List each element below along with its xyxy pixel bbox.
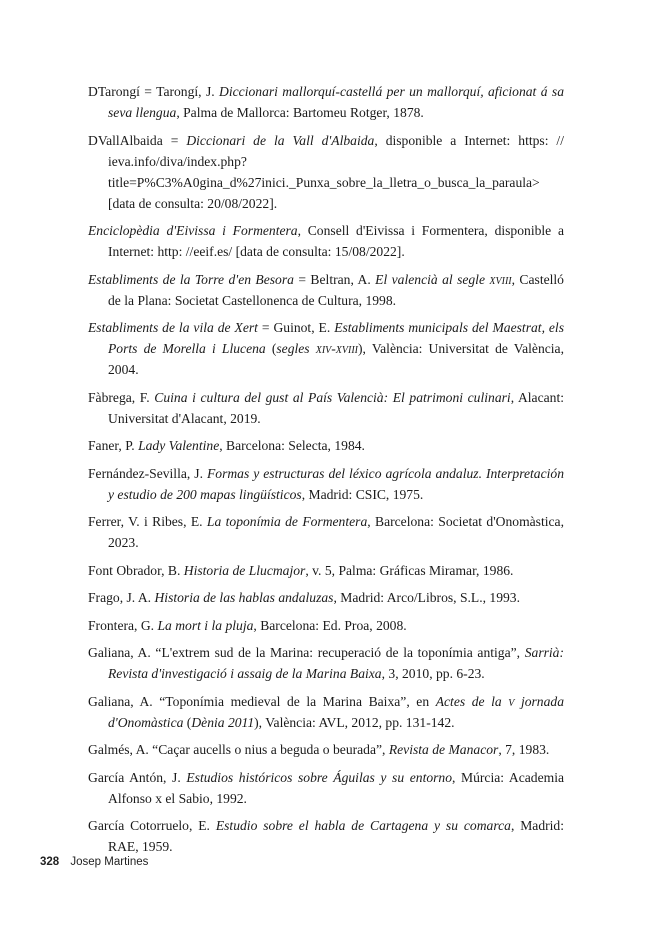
entry-text: , disponible a Internet: https: // ieva.info/diva/index.php?title=P%C3%A0gina_d%27inici._Punxa_sobre_la_lletra_o_busca_la_paraula> [data de consulta: 20/08/2022]. <box>108 132 564 211</box>
entry-text: = Guinot, E. <box>257 320 335 335</box>
entry-text: , Barcelona: Ed. Proa, 2008. <box>253 617 407 633</box>
page-footer <box>40 856 148 868</box>
bibliography-entry <box>88 463 564 505</box>
entry-italic-text: Sarrià: Revista d'investigació i assaig de la Marina Baixa <box>108 645 564 681</box>
entry-italic-text: Revista de Manacor <box>388 742 499 757</box>
entry-text: ( <box>265 341 277 356</box>
entry-italic-text: Historia de Llucmajor <box>183 562 306 578</box>
entry-text: , Madrid: Arco/Libros, S.L., 1993. <box>333 590 521 605</box>
bibliography-entry <box>88 767 564 809</box>
entry-italic-text: El valencià al segle <box>375 271 490 287</box>
entry-text: DTarongí = Tarongí, J. <box>88 84 220 99</box>
entry-italic-text: Estudio sobre el habla de Cartagena y su comarca <box>215 818 511 833</box>
entry-text: , Consell d'Eivissa i Formentera, disponible a Internet: http: //eeif.es/ [data de consulta: 15/08/2022]. <box>108 223 564 259</box>
entry-text: , v. 5, Palma: Gráficas Miramar, 1986. <box>305 562 514 578</box>
entry-italic-text: Formas y estructuras del léxico agrícola andaluz. Interpretación y estudio de 200 mapas lingüísticos <box>108 465 564 502</box>
entry-italic-text: Actes de la <box>435 693 509 709</box>
entry-text: , Barcelona: Selecta, 1984. <box>219 438 365 453</box>
bibliography-entry <box>88 560 564 581</box>
bibliography-entry <box>88 387 564 429</box>
entry-text: Font Obrador, B. <box>88 562 184 578</box>
entry-italic-text: Historia de las hablas andaluzas <box>154 590 334 605</box>
entry-italic-text: Diccionari de la Vall d'Albaida <box>186 132 375 148</box>
bibliography-entry <box>88 269 564 311</box>
entry-italic-text: v <box>508 693 515 709</box>
entry-text: , 7, 1983. <box>498 742 550 757</box>
entry-text: , Madrid: CSIC, 1975. <box>301 486 424 502</box>
entry-italic-text: La toponímia de Formentera <box>206 514 368 529</box>
bibliography-entry <box>88 615 564 636</box>
entry-text: , Palma de Mallorca: Bartomeu Rotger, 1878. <box>176 105 424 120</box>
entry-text: ( <box>183 714 192 730</box>
bibliography-entry <box>88 739 564 760</box>
entry-text: = Beltran, A. <box>293 271 376 287</box>
entry-text: , Barcelona: Societat d'Onomàstica, 2023. <box>108 514 564 550</box>
bibliography-entry <box>88 317 564 380</box>
bibliography-entry <box>88 130 564 214</box>
entry-text: García Antón, J. <box>88 769 187 785</box>
entry-italic-text: jornada d'Onomàstica <box>108 693 564 730</box>
entry-italic-text: segles <box>276 341 316 356</box>
entry-text: Frontera, G. <box>88 617 158 633</box>
bibliography-list <box>88 81 564 864</box>
entry-italic-text: Cuina i cultura del gust al País Valencià: El patrimoni culinari <box>154 389 511 405</box>
entry-italic-text: Diccionari mallorquí-castellá per un mallorquí, aficionat á sa seva llengua <box>108 84 564 120</box>
entry-text: Ferrer, V. i Ribes, E. <box>88 514 207 529</box>
entry-text: Galiana, A. “Toponímia medieval de la Marina Baixa”, en <box>88 693 436 709</box>
bibliography-entry <box>88 642 564 684</box>
bibliography-entry <box>88 815 564 857</box>
entry-text: Frago, J. A. <box>88 590 155 605</box>
bibliography-entry <box>88 691 564 733</box>
bibliography-entry <box>88 511 564 553</box>
bibliography-entry <box>88 81 564 123</box>
entry-text: , Madrid: RAE, 1959. <box>108 818 564 854</box>
entry-italic-text: Establiments municipals del Maestrat, els Ports de Morella i Llucena <box>108 320 564 356</box>
entry-text: , Alacant: Universitat d'Alacant, 2019. <box>108 389 565 426</box>
entry-text: Fàbrega, F. <box>88 389 155 405</box>
entry-italic-text: Establiments de la vila de Xert <box>88 320 258 335</box>
entry-text: DVallAlbaida = <box>88 132 187 148</box>
entry-text: ), València: AVL, 2012, pp. 131-142. <box>254 714 455 730</box>
entry-italic-text: Establiments de la Torre d'en Besora <box>88 271 294 287</box>
bibliography-entry <box>88 435 564 456</box>
entry-italic-text: Enciclopèdia d'Eivissa i Formentera <box>88 223 298 238</box>
entry-italic-text: Estudios históricos sobre Águilas y su entorno <box>186 769 453 785</box>
page-number: 328 <box>40 856 60 868</box>
entry-italic-text: Lady Valentine <box>138 438 220 453</box>
entry-text: , 3, 2010, pp. 6-23. <box>381 666 485 681</box>
bibliography-entry <box>88 587 564 608</box>
entry-text: Galiana, A. “L'extrem sud de la Marina: recuperació de la toponímia antiga”, <box>88 645 525 660</box>
entry-text: , Castelló de la Plana: Societat Castellonenca de Cultura, 1998. <box>108 271 564 308</box>
entry-text: Fernández-Sevilla, J. <box>88 465 207 481</box>
running-footer-author: Josep Martines <box>70 856 149 868</box>
entry-text: ), València: Universitat de València, 2004. <box>108 341 564 377</box>
entry-italic-text: La mort i la pluja <box>157 617 254 633</box>
entry-text: García Cotorruelo, E. <box>88 818 216 833</box>
entry-italic-text: xiv-xviii <box>315 341 359 356</box>
entry-italic-text: Dènia 2011 <box>191 714 255 730</box>
entry-text: Faner, P. <box>88 438 139 453</box>
entry-text: , Múrcia: Academia Alfonso x el Sabio, 1992. <box>108 769 565 806</box>
entry-text: Galmés, A. “Caçar aucells o nius a beguda o beurada”, <box>88 742 389 757</box>
entry-italic-text: xviii <box>489 271 512 287</box>
bibliography-entry <box>88 220 564 262</box>
